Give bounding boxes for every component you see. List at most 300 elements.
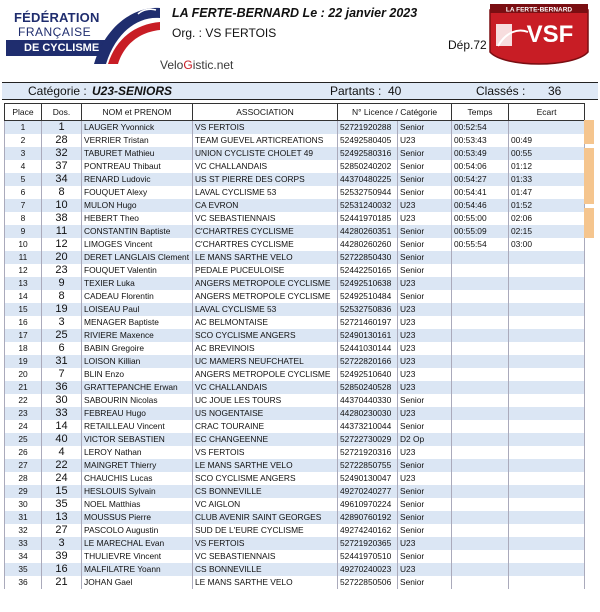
table-row [5,498,585,511]
time-cell: 00:55:00 [452,212,509,225]
category-cell: Senior [398,121,452,135]
category-cell: U23 [398,355,452,368]
gap-cell: 01:52 [509,199,585,212]
name-cell: MENAGER Baptiste [82,316,193,329]
name-cell: TEXIER Luka [82,277,193,290]
dossard-cell: 8 [42,186,82,199]
gap-cell [509,290,585,303]
name-cell: BLIN Enzo [82,368,193,381]
table-row [5,446,585,459]
table-row [5,407,585,420]
dossard-cell: 25 [42,329,82,342]
name-cell: TABURET Mathieu [82,147,193,160]
time-cell [452,511,509,524]
licence-cell: 49270240023 [338,563,398,576]
place-cell: 24 [5,420,42,433]
licence-cell: 44280230030 [338,407,398,420]
name-cell: PONTREAU Thibaut [82,160,193,173]
licence-cell: 52721920316 [338,446,398,459]
name-cell: FOUQUET Alexy [82,186,193,199]
licence-cell: 52490130047 [338,472,398,485]
name-cell: THULIEVRE Vincent [82,550,193,563]
association-cell: ANGERS METROPOLE CYCLISME [193,368,338,381]
licence-cell: 42890760192 [338,511,398,524]
time-cell: 00:53:49 [452,147,509,160]
time-cell [452,420,509,433]
gap-cell: 02:06 [509,212,585,225]
gap-cell [509,550,585,563]
dossard-cell: 24 [42,472,82,485]
dossard-cell: 13 [42,511,82,524]
category-label: Catégorie : [28,84,87,98]
association-cell: ANGERS METROPOLE CYCLISME [193,290,338,303]
table-row [5,576,585,589]
gap-cell [509,420,585,433]
association-cell: UNION CYCLISTE CHOLET 49 [193,147,338,160]
table-row [5,563,585,576]
association-cell: VC CHALLANDAIS [193,381,338,394]
time-cell [452,433,509,446]
gap-cell [509,563,585,576]
federation-logo [2,4,162,68]
place-cell: 33 [5,537,42,550]
dossard-cell: 3 [42,316,82,329]
category-bar [2,82,598,100]
association-cell: LAVAL CYCLISME 53 [193,186,338,199]
dossard-cell: 21 [42,576,82,589]
table-row [5,199,585,212]
category-cell: Senior [398,251,452,264]
time-cell [452,277,509,290]
place-cell: 32 [5,524,42,537]
name-cell: MOUSSUS Pierre [82,511,193,524]
name-cell: VICTOR SEBASTIEN [82,433,193,446]
col-place: Place [5,104,42,121]
licence-cell: 44280260260 [338,238,398,251]
dossard-cell: 40 [42,433,82,446]
dossard-cell: 3 [42,537,82,550]
table-header [5,104,585,121]
licence-cell: 52490130161 [338,329,398,342]
association-cell: VC AIGLON [193,498,338,511]
site-part-2: G [183,58,193,72]
time-cell [452,290,509,303]
col-licence-category: N° Licence / Catégorie [338,104,452,121]
place-cell: 14 [5,290,42,303]
time-cell [452,472,509,485]
gap-cell: 01:33 [509,173,585,186]
classes-value: 36 [548,84,562,98]
place-cell: 5 [5,173,42,186]
time-cell [452,381,509,394]
category-cell: U23 [398,381,452,394]
association-cell: US ST PIERRE DES CORPS [193,173,338,186]
time-cell [452,251,509,264]
gap-cell [509,329,585,342]
gap-cell: 00:49 [509,134,585,147]
time-cell [452,355,509,368]
gap-cell [509,407,585,420]
name-cell: CHAUCHIS Lucas [82,472,193,485]
name-cell: FOUQUET Valentin [82,264,193,277]
association-cell: UC JOUE LES TOURS [193,394,338,407]
name-cell: DERET LANGLAIS Clement [82,251,193,264]
category-cell: Senior [398,511,452,524]
time-cell: 00:55:09 [452,225,509,238]
col-association: ASSOCIATION [193,104,338,121]
place-cell: 36 [5,576,42,589]
association-cell: PEDALE PUCEULOISE [193,264,338,277]
time-cell: 00:54:46 [452,199,509,212]
name-cell: MAINGRET Thierry [82,459,193,472]
association-cell: SCO CYCLISME ANGERS [193,329,338,342]
time-cell [452,485,509,498]
name-cell: SABOURIN Nicolas [82,394,193,407]
gap-cell [509,355,585,368]
col-time: Temps [452,104,509,121]
dossard-cell: 33 [42,407,82,420]
name-cell: PASCOLO Augustin [82,524,193,537]
organizer: Org. : VS FERTOIS [172,26,277,40]
licence-cell: 44370480225 [338,173,398,186]
time-cell [452,342,509,355]
licence-cell: 52721460197 [338,316,398,329]
category-cell: U23 [398,134,452,147]
category-cell: U23 [398,446,452,459]
col-name: NOM et PRENOM [82,104,193,121]
place-cell: 31 [5,511,42,524]
licence-cell: 52492510640 [338,368,398,381]
category-cell: U23 [398,342,452,355]
place-cell: 18 [5,342,42,355]
category-cell: Senior [398,576,452,589]
category-cell: Senior [398,147,452,160]
table-row [5,316,585,329]
dossard-cell: 9 [42,277,82,290]
name-cell: HEBERT Theo [82,212,193,225]
club-logo-text: VSF [526,21,574,48]
association-cell: CS BONNEVILLE [193,563,338,576]
category-cell: Senior [398,238,452,251]
place-cell: 7 [5,199,42,212]
licence-cell: 52850240528 [338,381,398,394]
time-cell [452,537,509,550]
category-cell: Senior [398,160,452,173]
licence-cell: 52492580316 [338,147,398,160]
federation-line-1: FÉDÉRATION [14,10,100,25]
association-cell: LE MANS SARTHE VELO [193,459,338,472]
name-cell: LOISEAU Paul [82,303,193,316]
name-cell: MALFILATRE Yoann [82,563,193,576]
category-cell: Senior [398,550,452,563]
time-cell [452,498,509,511]
velogistic-site [160,58,233,72]
gap-cell [509,498,585,511]
licence-cell: 52722730029 [338,433,398,446]
place-cell: 17 [5,329,42,342]
table-row [5,550,585,563]
association-cell: VC CHALLANDAIS [193,160,338,173]
time-cell [452,446,509,459]
licence-cell: 52441030144 [338,342,398,355]
gap-cell: 02:15 [509,225,585,238]
association-cell: LAVAL CYCLISME 53 [193,303,338,316]
category-cell: U23 [398,407,452,420]
time-cell: 00:53:43 [452,134,509,147]
licence-cell: 52441970510 [338,550,398,563]
licence-cell: 49270240277 [338,485,398,498]
category-cell: Senior [398,394,452,407]
association-cell: VS FERTOIS [193,537,338,550]
association-cell: LE MANS SARTHE VELO [193,576,338,589]
name-cell: LOISON Killian [82,355,193,368]
table-row [5,147,585,160]
federation-line-3: DE CYCLISME [6,40,105,56]
licence-cell: 52532750944 [338,186,398,199]
place-cell: 15 [5,303,42,316]
place-cell: 27 [5,459,42,472]
place-cell: 29 [5,485,42,498]
category-cell: Senior [398,485,452,498]
category-cell: D2 Op [398,433,452,446]
gap-cell: 01:12 [509,160,585,173]
dossard-cell: 28 [42,134,82,147]
table-row [5,342,585,355]
place-cell: 26 [5,446,42,459]
association-cell: UC MAMERS NEUFCHATEL [193,355,338,368]
licence-cell: 52492510484 [338,290,398,303]
category-cell: Senior [398,290,452,303]
gap-cell [509,511,585,524]
dossard-cell: 35 [42,498,82,511]
dossard-cell: 27 [42,524,82,537]
category-cell: Senior [398,420,452,433]
category-cell: U23 [398,316,452,329]
category-cell: Senior [398,524,452,537]
gap-cell: 01:47 [509,186,585,199]
dossard-cell: 39 [42,550,82,563]
dossard-cell: 23 [42,264,82,277]
dossard-cell: 14 [42,420,82,433]
results-table [4,103,585,589]
table-row [5,212,585,225]
category-cell: U23 [398,277,452,290]
classes-label: Classés : [476,84,526,98]
association-cell: US NOGENTAISE [193,407,338,420]
category-cell: Senior [398,186,452,199]
category-cell: U23 [398,537,452,550]
col-dossard: Dos. [42,104,82,121]
side-tab [584,208,594,238]
dossard-cell: 36 [42,381,82,394]
association-cell: TEAM GUEVEL ARTICREATIONS [193,134,338,147]
table-row [5,355,585,368]
table-row [5,251,585,264]
category-cell: U23 [398,212,452,225]
association-cell: SUD DE L'EURE CYCLISME [193,524,338,537]
name-cell: FEBREAU Hugo [82,407,193,420]
table-row [5,472,585,485]
association-cell: SCO CYCLISME ANGERS [193,472,338,485]
name-cell: MULON Hugo [82,199,193,212]
table-row [5,511,585,524]
table-row [5,121,585,135]
table-row [5,381,585,394]
table-row [5,485,585,498]
time-cell [452,368,509,381]
table-row [5,225,585,238]
place-cell: 35 [5,563,42,576]
dossard-cell: 10 [42,199,82,212]
place-cell: 6 [5,186,42,199]
gap-cell [509,472,585,485]
category-cell: Senior [398,498,452,511]
time-cell: 00:54:06 [452,160,509,173]
licence-cell: 52722850755 [338,459,398,472]
name-cell: RENARD Ludovic [82,173,193,186]
partants-value: 40 [388,84,402,98]
name-cell: LIMOGES Vincent [82,238,193,251]
category-cell: U23 [398,368,452,381]
place-cell: 1 [5,121,42,135]
time-cell [452,407,509,420]
club-logo [484,2,594,74]
time-cell [452,264,509,277]
place-cell: 34 [5,550,42,563]
time-cell: 00:55:54 [452,238,509,251]
association-cell: C'CHARTRES CYCLISME [193,238,338,251]
licence-cell: 52721920288 [338,121,398,135]
gap-cell [509,342,585,355]
association-cell: VC SEBASTIENNAIS [193,212,338,225]
time-cell [452,550,509,563]
licence-cell: 44370440330 [338,394,398,407]
association-cell: CLUB AVENIR SAINT GEORGES [193,511,338,524]
association-cell: CA EVRON [193,199,338,212]
place-cell: 2 [5,134,42,147]
table-row [5,290,585,303]
category-cell: U23 [398,563,452,576]
association-cell: EC CHANGEENNE [193,433,338,446]
dossard-cell: 22 [42,459,82,472]
place-cell: 19 [5,355,42,368]
dossard-cell: 15 [42,485,82,498]
place-cell: 10 [5,238,42,251]
name-cell: NOEL Matthias [82,498,193,511]
table-body [5,121,585,590]
table-row [5,160,585,173]
association-cell: AC BREVINOIS [193,342,338,355]
dossard-cell: 37 [42,160,82,173]
time-cell: 00:54:27 [452,173,509,186]
licence-cell: 52722850506 [338,576,398,589]
table-row [5,329,585,342]
association-cell: VS FERTOIS [193,121,338,135]
licence-cell: 52492580405 [338,134,398,147]
side-tab [584,120,594,144]
name-cell: LEROY Nathan [82,446,193,459]
name-cell: LE MARECHAL Evan [82,537,193,550]
gap-cell [509,264,585,277]
dossard-cell: 19 [42,303,82,316]
table-row [5,459,585,472]
place-cell: 20 [5,368,42,381]
name-cell: HESLOUIS Sylvain [82,485,193,498]
dossard-cell: 6 [42,342,82,355]
name-cell: RIVIERE Maxence [82,329,193,342]
gap-cell [509,576,585,589]
gap-cell: 00:55 [509,147,585,160]
dossard-cell: 11 [42,225,82,238]
place-cell: 21 [5,381,42,394]
gap-cell [509,316,585,329]
time-cell [452,394,509,407]
place-cell: 23 [5,407,42,420]
licence-cell: 52441970185 [338,212,398,225]
place-cell: 9 [5,225,42,238]
dossard-cell: 34 [42,173,82,186]
gap-cell [509,485,585,498]
licence-cell: 44280260351 [338,225,398,238]
gap-cell [509,368,585,381]
category-cell: Senior [398,173,452,186]
name-cell: BABIN Gregoire [82,342,193,355]
licence-cell: 44373210044 [338,420,398,433]
dossard-cell: 32 [42,147,82,160]
gap-cell [509,381,585,394]
name-cell: JOHAN Gael [82,576,193,589]
association-cell: LE MANS SARTHE VELO [193,251,338,264]
time-cell [452,576,509,589]
category-cell: Senior [398,459,452,472]
place-cell: 8 [5,212,42,225]
gap-cell [509,394,585,407]
association-cell: C'CHARTRES CYCLISME [193,225,338,238]
table-row [5,524,585,537]
table-row [5,238,585,251]
gap-cell [509,524,585,537]
name-cell: LAUGER Yvonnick [82,121,193,135]
licence-cell: 52722820166 [338,355,398,368]
association-cell: CRAC TOURAINE [193,420,338,433]
place-cell: 3 [5,147,42,160]
association-cell: VS FERTOIS [193,446,338,459]
licence-cell: 52492510638 [338,277,398,290]
category-cell: U23 [398,329,452,342]
time-cell [452,563,509,576]
gap-cell: 03:00 [509,238,585,251]
licence-cell: 52850240202 [338,160,398,173]
place-cell: 25 [5,433,42,446]
dossard-cell: 4 [42,446,82,459]
gap-cell [509,303,585,316]
place-cell: 22 [5,394,42,407]
table-row [5,394,585,407]
dossard-cell: 8 [42,290,82,303]
licence-cell: 52532750836 [338,303,398,316]
time-cell [452,329,509,342]
association-cell: ANGERS METROPOLE CYCLISME [193,277,338,290]
name-cell: RETAILLEAU Vincent [82,420,193,433]
name-cell: GRATTEPANCHE Erwan [82,381,193,394]
site-part-1: Velo [160,58,184,72]
department: Dép.72 [448,38,487,52]
table-row [5,277,585,290]
licence-cell: 52442250165 [338,264,398,277]
dossard-cell: 20 [42,251,82,264]
gap-cell [509,277,585,290]
name-cell: CONSTANTIN Baptiste [82,225,193,238]
